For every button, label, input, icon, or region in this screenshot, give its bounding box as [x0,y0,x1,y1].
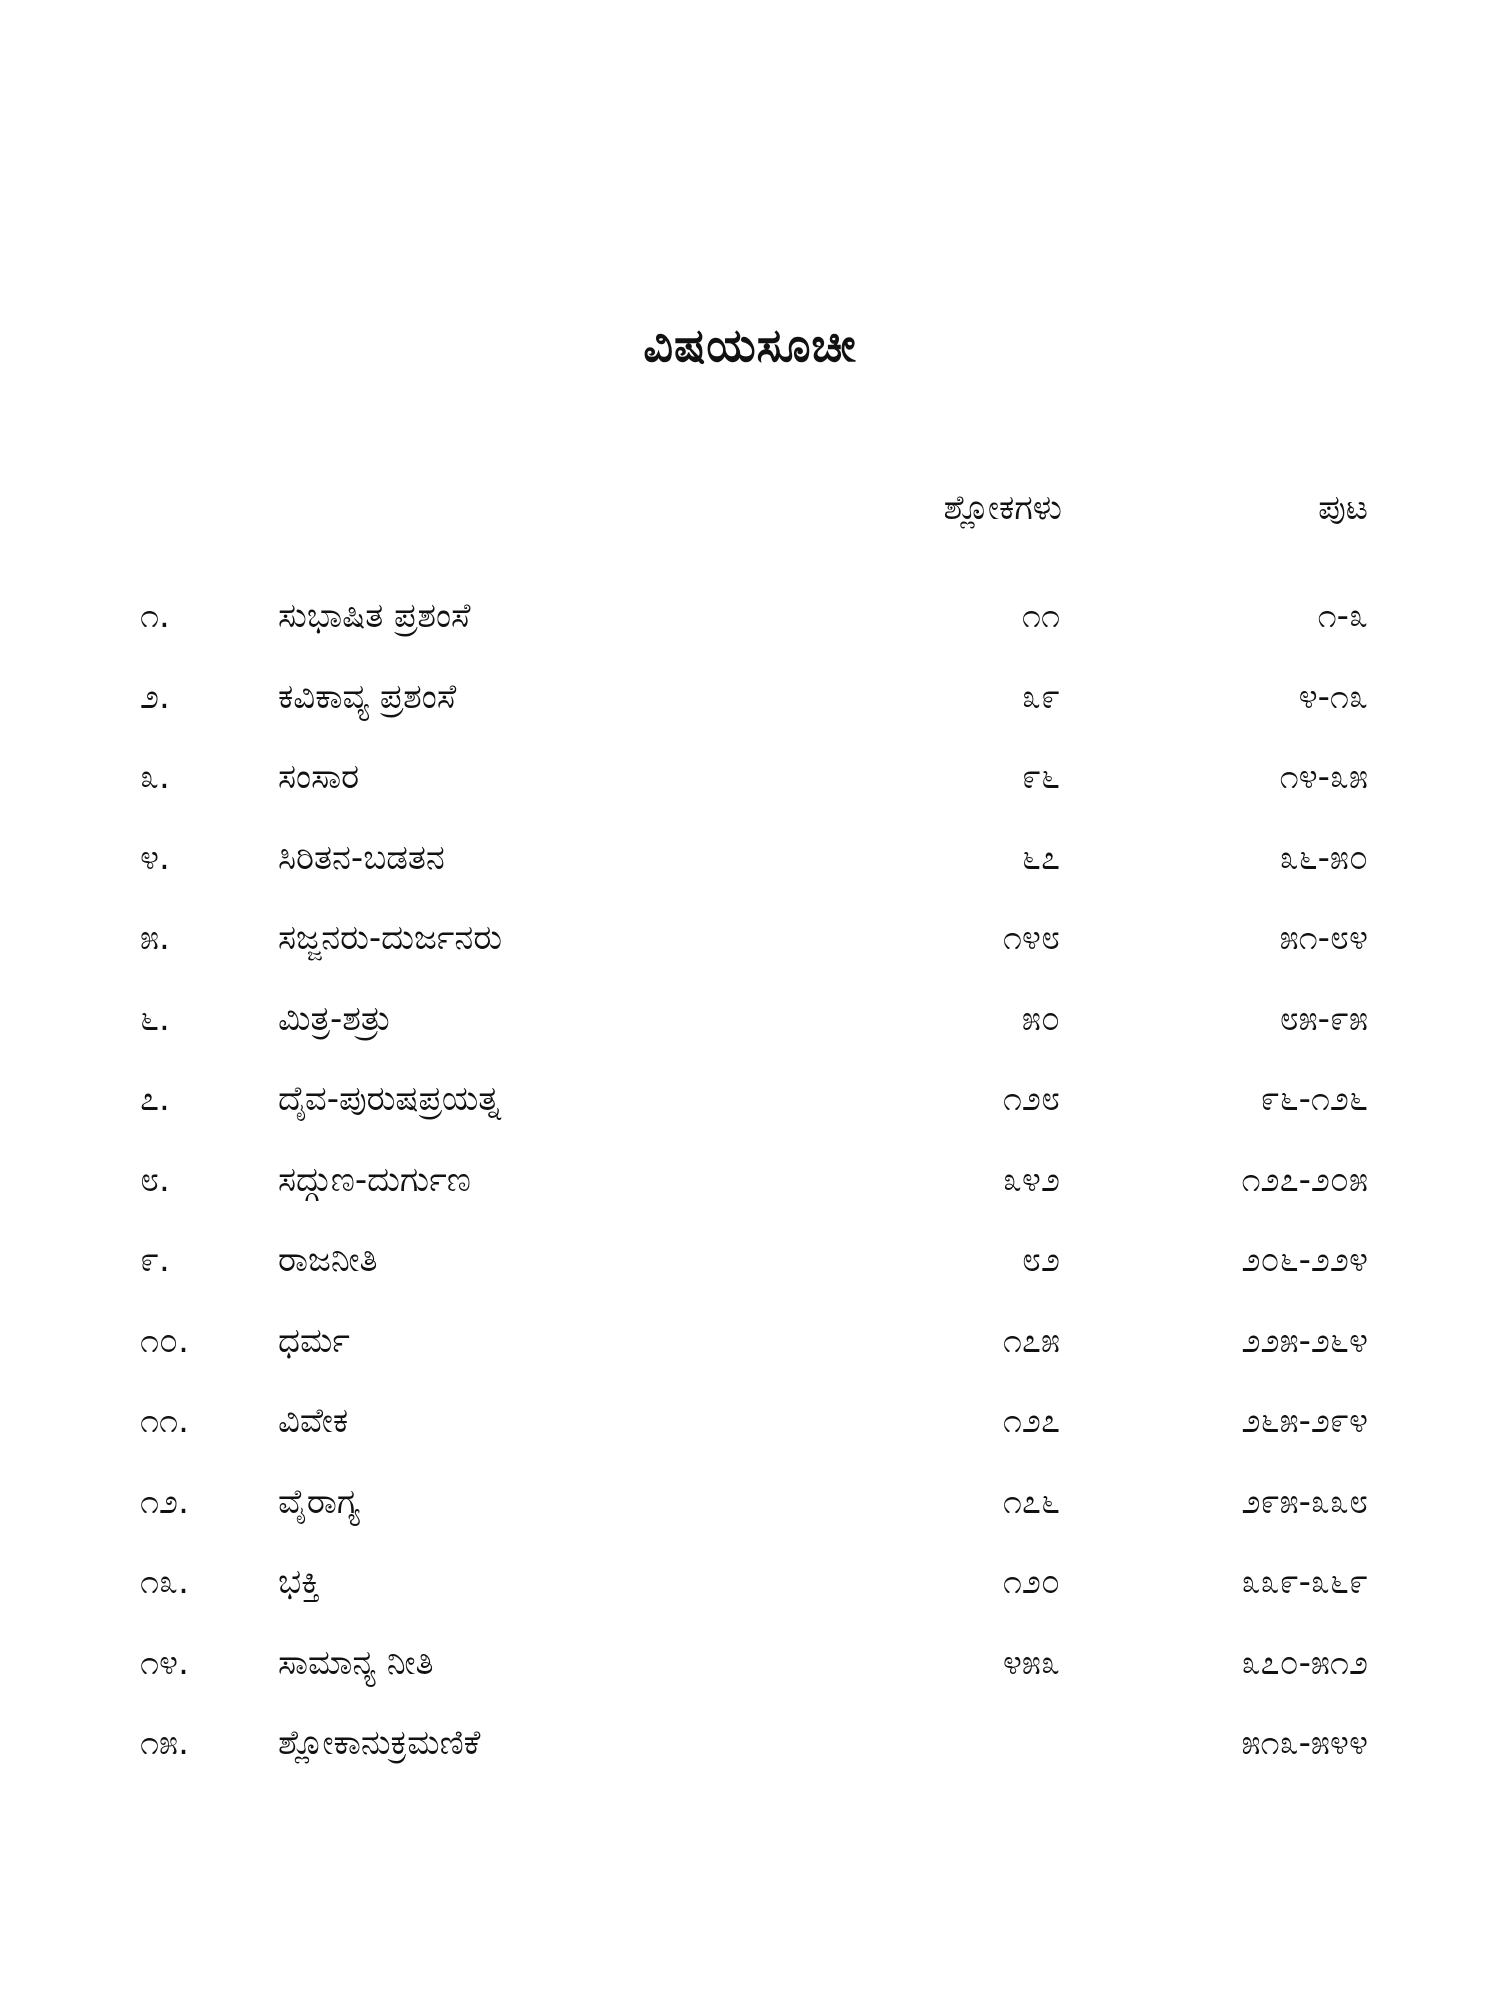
toc-row [0,1562,1500,1643]
toc-shloka-count: ೧೪೮ [1002,918,1060,958]
toc-page-range: ೮೫-೯೫ [1279,998,1368,1039]
toc-topic: ರಾಜನೀತಿ [278,1240,378,1280]
toc-page-range: ೧೪-೩೫ [1279,757,1368,797]
toc-topic: ಸಾಮಾನ್ಯ ನೀತಿ [278,1642,434,1683]
toc-number: ೮. [140,1159,170,1200]
toc-number: ೧. [140,596,170,636]
toc-row [0,1160,1500,1241]
toc-number: ೩. [140,757,170,797]
toc-topic: ಸುಭಾಷಿತ ಪ್ರಶಂಸೆ [278,596,471,636]
toc-row [0,1321,1500,1402]
toc-topic: ಭಕ್ತಿ [278,1562,321,1602]
toc-shloka-count: ೬೭ [1021,837,1060,878]
toc-number: ೧೦. [140,1320,189,1361]
toc-topic: ಶ್ಲೋಕಾನುಕ್ರಮಣಿಕೆ [278,1723,481,1763]
toc-shloka-count: ೧೨೭ [1002,1401,1060,1441]
toc-number: ೧೪. [140,1642,189,1683]
toc-shloka-count: ೪೫೩ [1002,1642,1060,1683]
toc-row [0,596,1500,677]
toc-topic: ಮಿತ್ರ-ಶತ್ರು [278,998,392,1039]
toc-number: ೧೫. [140,1723,189,1763]
toc-row [0,677,1500,758]
toc-page-range: ೩೩೯-೩೬೯ [1241,1562,1368,1602]
toc-shloka-count: ೧೭೫ [1002,1320,1060,1361]
toc-row [0,1401,1500,1482]
page-title: ವಿಷಯಸೂಚೀ [643,318,857,372]
toc-row [0,1643,1500,1724]
toc-shloka-count: ೩೪೨ [1002,1159,1060,1200]
toc-shloka-count: ೧೭೬ [1002,1481,1060,1522]
table-of-contents [0,596,1500,1804]
toc-row [0,1079,1500,1160]
column-headers [0,488,1500,538]
toc-page-range: ೫೧-೮೪ [1279,918,1368,958]
toc-topic: ಸದ್ಗುಣ-ದುರ್ಗುಣ [278,1159,471,1200]
toc-number: ೪. [140,837,170,878]
toc-topic: ಸಜ್ಜನರು-ದುರ್ಜನರು [278,918,503,958]
toc-row [0,1723,1500,1804]
toc-page-range: ೩೬-೫೦ [1279,837,1368,878]
toc-page-range: ೯೬-೧೨೬ [1260,1079,1368,1119]
toc-number: ೫. [140,918,170,958]
toc-topic: ಸಂಸಾರ [278,757,360,797]
toc-number: ೨. [140,676,170,717]
toc-shloka-count: ೮೨ [1021,1240,1060,1280]
toc-shloka-count: ೧೧ [1021,596,1060,636]
toc-shloka-count: ೧೨೮ [1002,1079,1060,1119]
toc-page-range: ೫೧೩-೫೪೪ [1241,1723,1368,1763]
toc-topic: ಸಿರಿತನ-ಬಡತನ [278,837,445,878]
toc-page-range: ೩೭೦-೫೧೨ [1241,1642,1368,1683]
toc-page-range: ೪-೧೩ [1298,676,1368,717]
toc-page-range: ೧೨೭-೨೦೫ [1241,1159,1368,1200]
toc-topic: ಕವಿಕಾವ್ಯ ಪ್ರಶಂಸೆ [278,676,457,717]
column-header-page: ಪುಟ [1318,488,1368,528]
toc-topic: ದೈವ-ಪುರುಷಪ್ರಯತ್ನ [278,1079,501,1119]
toc-shloka-count: ೩೯ [1021,676,1060,717]
column-header-shloka: ಶ್ಲೋಕಗಳು [943,488,1062,528]
toc-number: ೬. [140,998,170,1039]
toc-number: ೯. [140,1240,170,1280]
toc-row [0,918,1500,999]
toc-row [0,999,1500,1080]
toc-number: ೧೩. [140,1562,189,1602]
toc-number: ೧೧. [140,1401,189,1441]
toc-topic: ವೈರಾಗ್ಯ [278,1481,360,1522]
toc-page-range: ೨೦೬-೨೨೪ [1241,1240,1368,1280]
toc-page-range: ೨೨೫-೨೬೪ [1241,1320,1368,1361]
toc-row [0,1482,1500,1563]
toc-row [0,1240,1500,1321]
toc-topic: ಧರ್ಮ [278,1320,350,1361]
toc-page-range: ೨೯೫-೩೩೮ [1241,1481,1368,1522]
toc-shloka-count: ೧೨೦ [1002,1562,1060,1602]
toc-row [0,838,1500,919]
toc-topic: ವಿವೇಕ [278,1401,349,1441]
toc-number: ೧೨. [140,1481,189,1522]
toc-page-range: ೨೬೫-೨೯೪ [1241,1401,1368,1441]
toc-shloka-count: ೯೬ [1021,757,1060,797]
toc-number: ೭. [140,1079,170,1119]
toc-shloka-count: ೫೦ [1021,998,1060,1039]
toc-row [0,757,1500,838]
toc-page-range: ೧-೩ [1317,596,1368,636]
